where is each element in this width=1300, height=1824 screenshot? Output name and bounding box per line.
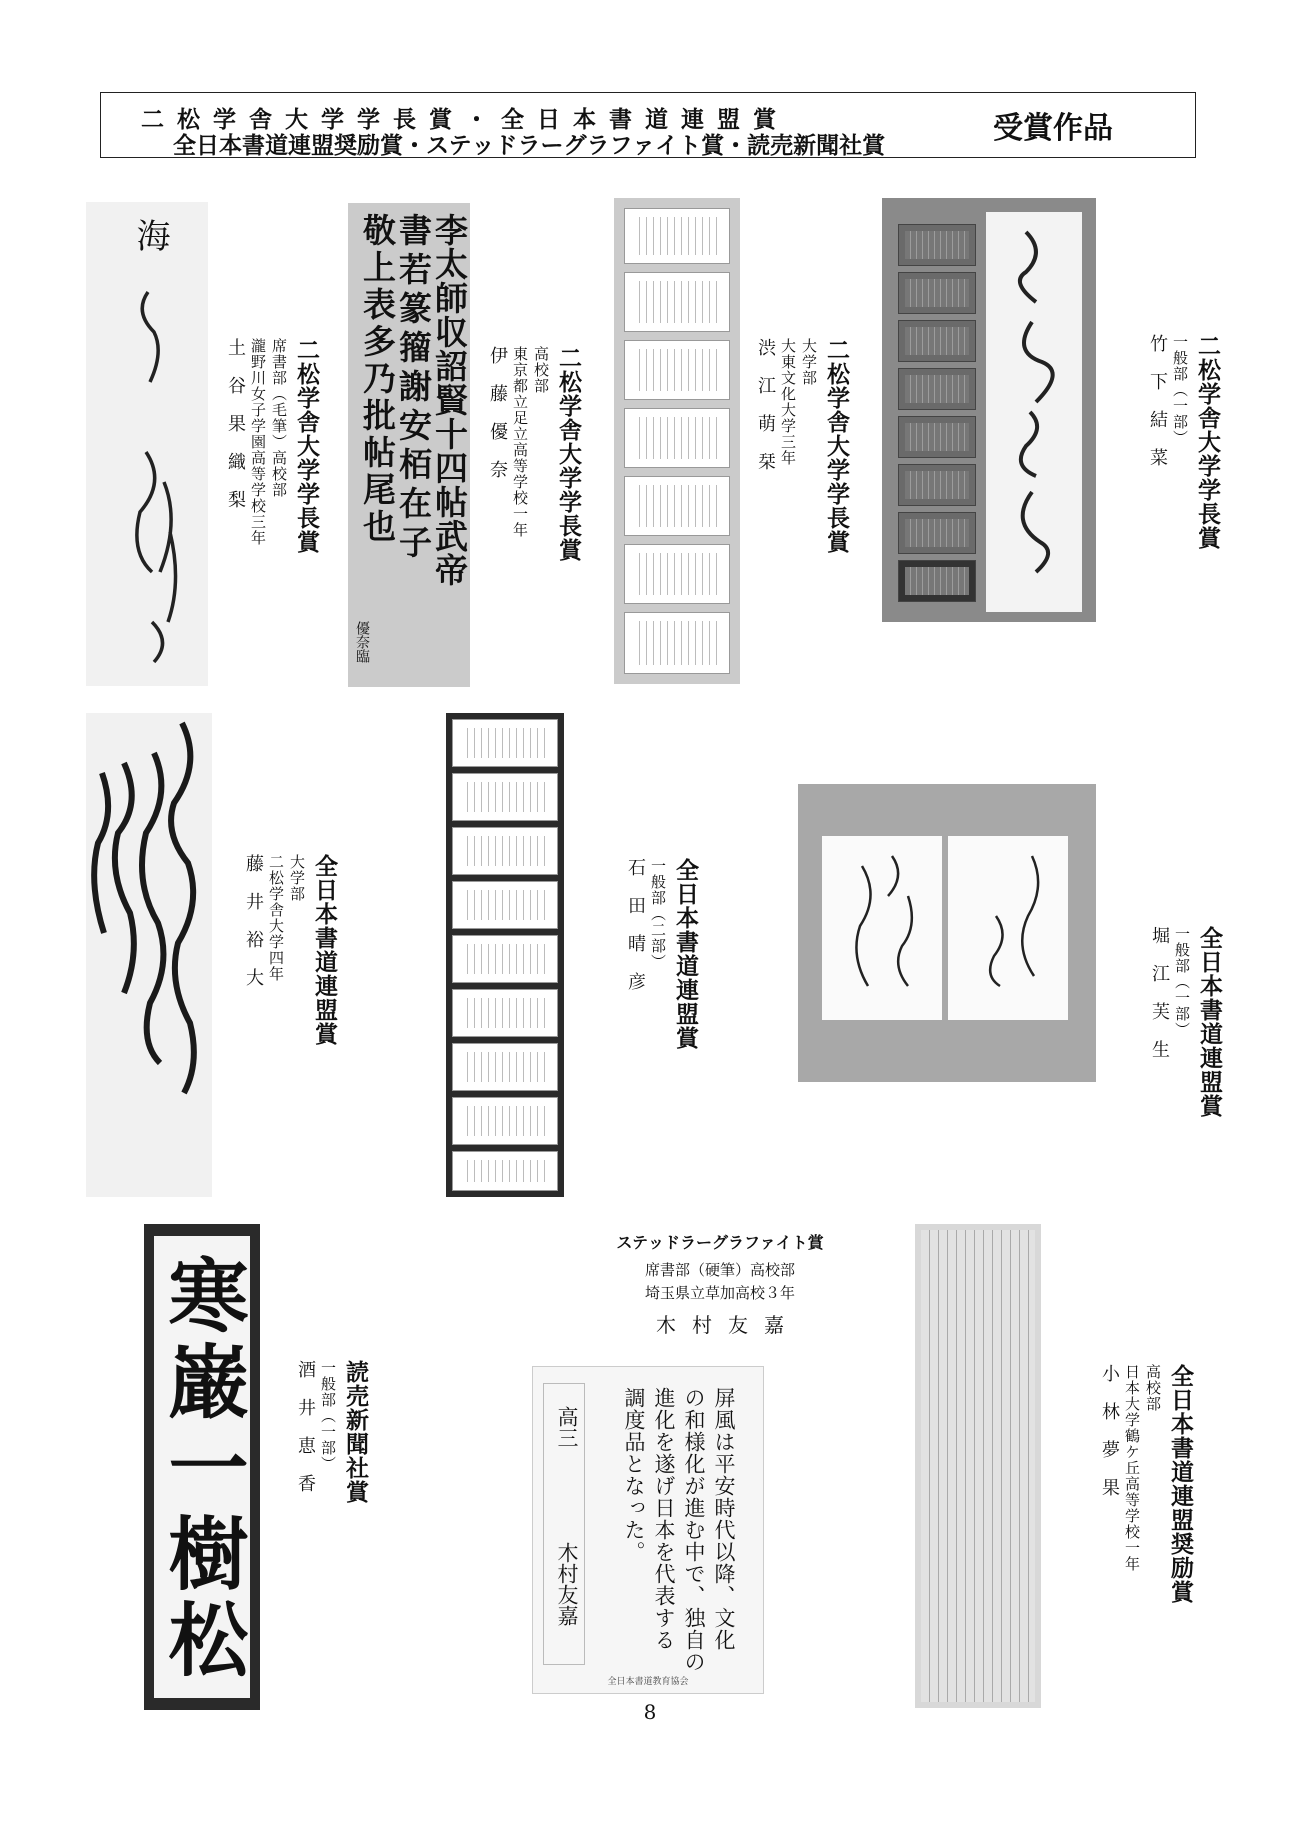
artwork-9-col3: 進化を遂げ日本を代表する: [652, 1387, 676, 1651]
caption-8: 読売新聞社賞 一般部（一部） 酒井恵香: [295, 1360, 368, 1512]
artwork-5: [86, 713, 212, 1197]
artwork-7-left-sheet: [822, 836, 942, 1020]
artwork-9-col1: 屏風は平安時代以降、文化: [712, 1387, 736, 1651]
artwork-2-signature: 優奈臨: [354, 621, 370, 663]
title-right: 受賞作品: [993, 111, 1113, 146]
artwork-8-text: 寒巌一樹松: [155, 1254, 249, 1684]
title-line-1: 二松学舎大学学長賞・全日本書道連盟賞: [141, 106, 789, 133]
artwork-9-name: 木村友嘉: [555, 1542, 579, 1626]
artwork-9: [532, 1366, 764, 1694]
artwork-3: [614, 198, 740, 684]
artwork-4-scroll: [986, 212, 1082, 612]
caption-1: 二松学舎大学学長賞 席書部（毛筆）高校部 瀧野川女子学園高等学校三年 土谷果織梨: [225, 338, 319, 554]
artwork-9-col2: の和様化が進む中で、独自の: [682, 1387, 706, 1673]
artwork-9-grade: 高三: [555, 1406, 579, 1448]
artwork-9-name-box: [543, 1383, 585, 1665]
caption-5: 全日本書道連盟賞 大学部 二松学舎大学四年 藤井裕大: [243, 854, 337, 1046]
artwork-10: [915, 1224, 1041, 1708]
artwork-10-text-lines: [921, 1230, 1035, 1702]
page-number: 8: [643, 1700, 657, 1724]
artwork-2-col3: 敬上表多乃批帖尾也: [358, 213, 397, 546]
artwork-1: [86, 202, 208, 686]
title-line-2: 全日本書道連盟奨励賞・ステッドラーグラファイト賞・読売新聞社賞: [173, 132, 886, 159]
artwork-4-strokes: [986, 212, 1082, 612]
artwork-5-strokes: [86, 713, 212, 1197]
artwork-2-col1: 李太師収詔賢十四帖武帝: [430, 213, 469, 587]
caption-6: 全日本書道連盟賞 一般部（二部） 石田晴彦: [625, 858, 698, 1050]
caption-3: 二松学舎大学学長賞 大学部 大東文化大学三年 渋江萌栞: [755, 338, 849, 554]
artwork-8-paper: [154, 1236, 250, 1698]
artwork-1-text: 海: [130, 218, 170, 252]
artwork-7-right-sheet: [948, 836, 1068, 1020]
artwork-6: [446, 713, 564, 1197]
caption-2: 二松学舎大学学長賞 高校部 東京都立足立高等学校一年 伊藤優奈: [487, 346, 581, 562]
caption-10: 全日本書道連盟奨励賞 高校部 日本大学鶴ケ丘高等学校一年 小林夢果: [1099, 1364, 1193, 1604]
artwork-2-col2: 書若篆籀謝安栢在子: [394, 213, 433, 564]
artwork-2: [348, 203, 470, 687]
artwork-9-footer: 全日本書道教育協会: [607, 1677, 689, 1687]
artwork-4: [882, 198, 1096, 622]
artwork-9-col4: 調度品となった。: [622, 1387, 646, 1563]
caption-9: ステッドラーグラファイト賞 席書部（硬筆）高校部 埼玉県立草加高校３年 木村友嘉: [616, 1233, 824, 1337]
artwork-8: [144, 1224, 260, 1710]
caption-4: 二松学舎大学学長賞 一般部（一部） 竹下結菜: [1147, 334, 1220, 550]
artwork-7: [798, 784, 1096, 1082]
caption-7: 全日本書道連盟賞 一般部（一部） 堀江芙生: [1149, 926, 1222, 1118]
title-box: [100, 92, 1196, 158]
artwork-1-strokes: [86, 202, 208, 686]
